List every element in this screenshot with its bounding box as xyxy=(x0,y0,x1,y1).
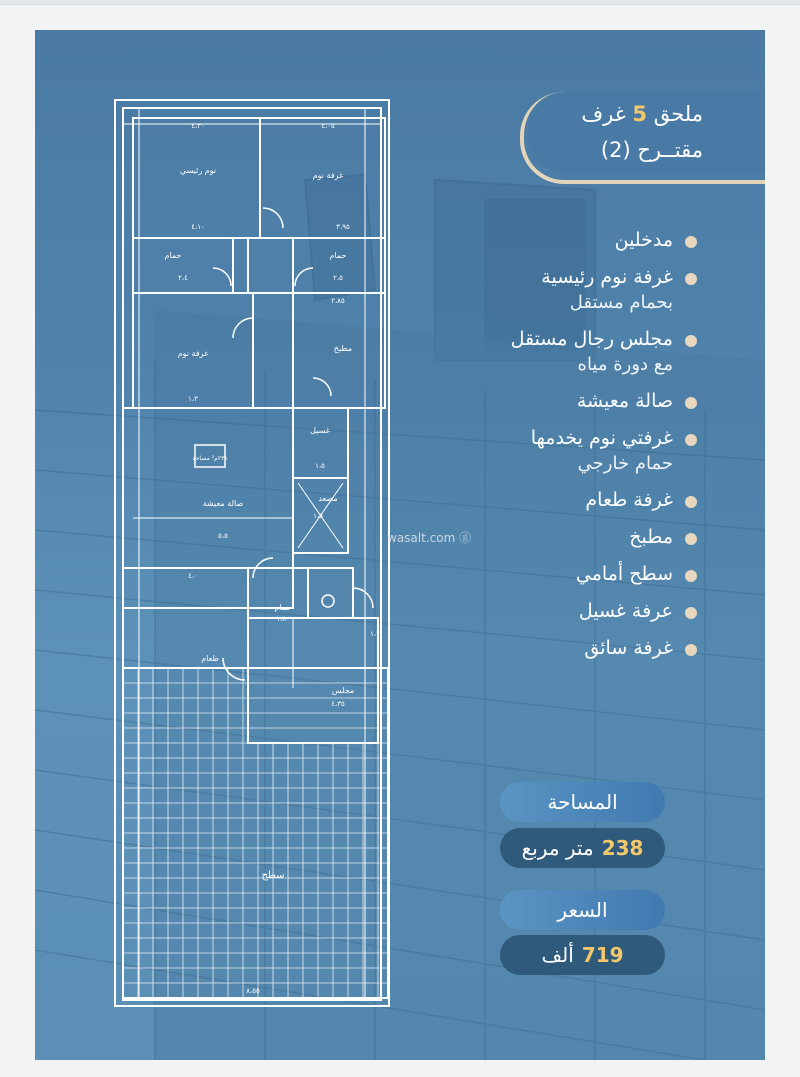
area-label-pill xyxy=(500,782,665,822)
bullet-dot-icon xyxy=(685,533,697,545)
plan-dim-4: ٣،٩٥ xyxy=(336,223,350,231)
bullet-dot-icon xyxy=(685,236,697,248)
plan-label-dining: طعام xyxy=(201,654,219,663)
feature-sub: حمام خارجي xyxy=(577,453,673,474)
feature-main: غرفتي نوم يخدمها xyxy=(530,427,673,449)
plan-label-bath2: حمام xyxy=(329,251,347,260)
feature-item xyxy=(367,562,697,587)
feature-main: مدخلين xyxy=(614,229,673,251)
bullet-dot-icon xyxy=(685,570,697,582)
plan-dim-3: ٤،١٠ xyxy=(191,223,205,231)
plan-label-area-box: ٢٣٨م² مساحة xyxy=(192,455,228,462)
floor-plan xyxy=(113,98,393,1008)
feature-main: سطح أمامي xyxy=(575,563,673,585)
area-value-pill xyxy=(500,828,665,868)
plan-label-majlis: مجلس xyxy=(331,686,355,695)
plan-dim-16: ٤،٠ xyxy=(188,572,198,580)
plan-label-bath1: حمام xyxy=(164,251,182,260)
bullet-dot-icon xyxy=(685,335,697,347)
plan-dim-6: ٢،٥ xyxy=(333,274,343,282)
feature-item xyxy=(367,389,697,414)
feature-main: صالة معيشة xyxy=(576,390,673,412)
plan-label-roof: سطح xyxy=(261,870,285,881)
page-title xyxy=(581,102,703,126)
plan-dim-19: ٨،٥٥ xyxy=(246,987,260,995)
price-unit: ألف xyxy=(541,943,574,967)
feature-main: مطبخ xyxy=(629,526,673,548)
feature-item xyxy=(367,488,697,513)
plan-label-living: صالة معيشة xyxy=(202,499,244,508)
title-word: ملحق xyxy=(653,102,703,126)
feature-item xyxy=(367,599,697,624)
bullet-dot-icon xyxy=(685,397,697,409)
plan-dim-5: ٢،٤ xyxy=(178,274,188,282)
feature-main: مجلس رجال مستقل xyxy=(510,328,673,350)
feature-main: عرفة غسيل xyxy=(578,600,673,622)
feature-item xyxy=(367,327,697,377)
top-divider xyxy=(0,0,800,5)
bullet-dot-icon xyxy=(685,434,697,446)
plan-dim-7: ٢،٨٥ xyxy=(331,297,345,305)
feature-item xyxy=(367,265,697,315)
plan-label-kitchen: مطبخ xyxy=(333,344,353,353)
page-subtitle: مقتــرح (2) xyxy=(600,138,703,162)
feature-item xyxy=(367,228,697,253)
watermark: wasalt.com ⓖ xyxy=(387,531,472,545)
features-list xyxy=(367,228,697,673)
listing-card xyxy=(35,30,765,1060)
area-value: 238 xyxy=(601,836,644,860)
title-number: 5 xyxy=(632,102,648,126)
price-value: 719 xyxy=(581,943,624,967)
bullet-dot-icon xyxy=(685,607,697,619)
price-label: السعر xyxy=(557,898,608,922)
plan-dim-17: ١،٢ xyxy=(370,630,380,638)
feature-item xyxy=(367,426,697,476)
plan-label-master-bedroom: نوم رئيسي xyxy=(179,166,217,175)
price-label-pill xyxy=(500,890,665,930)
plan-label-laundry: غسيل xyxy=(310,426,330,435)
plan-dim-12: ٥،٥ xyxy=(218,532,228,540)
feature-sub: مع دورة مياه xyxy=(577,354,673,375)
bullet-dot-icon xyxy=(685,273,697,285)
plan-dim-13: ١،٥ xyxy=(315,462,325,470)
plan-dim-1: ٤،٣٠ xyxy=(191,122,205,130)
area-unit: متر مربع xyxy=(521,836,594,860)
plan-label-bath3: حمام xyxy=(274,603,292,612)
plan-label-elevator: مصعد xyxy=(318,494,338,503)
feature-item xyxy=(367,636,697,661)
plan-label-bedroom1: غرفة نوم xyxy=(312,171,344,180)
plan-dim-14: ١،٥ xyxy=(313,512,323,520)
feature-item xyxy=(367,525,697,550)
plan-dim-2: ٤،٠٥ xyxy=(321,122,335,130)
feature-main: غرفة نوم رئيسية xyxy=(541,266,673,288)
plan-label-bedroom2: غرفة نوم xyxy=(177,349,209,358)
feature-main: غرفة طعام xyxy=(585,489,673,511)
price-value-pill xyxy=(500,935,665,975)
bullet-dot-icon xyxy=(685,644,697,656)
plan-dim-9: ١،٣ xyxy=(188,395,198,403)
feature-main: غرفة سائق xyxy=(584,637,673,659)
feature-sub: بحمام مستقل xyxy=(569,292,673,313)
plan-dim-15: ١،٨٠ xyxy=(276,615,290,623)
bullet-dot-icon xyxy=(685,496,697,508)
plan-dim-18: ٤،٣٥ xyxy=(331,700,345,708)
area-label: المساحة xyxy=(547,790,618,814)
title-rooms: غرف xyxy=(581,102,626,126)
